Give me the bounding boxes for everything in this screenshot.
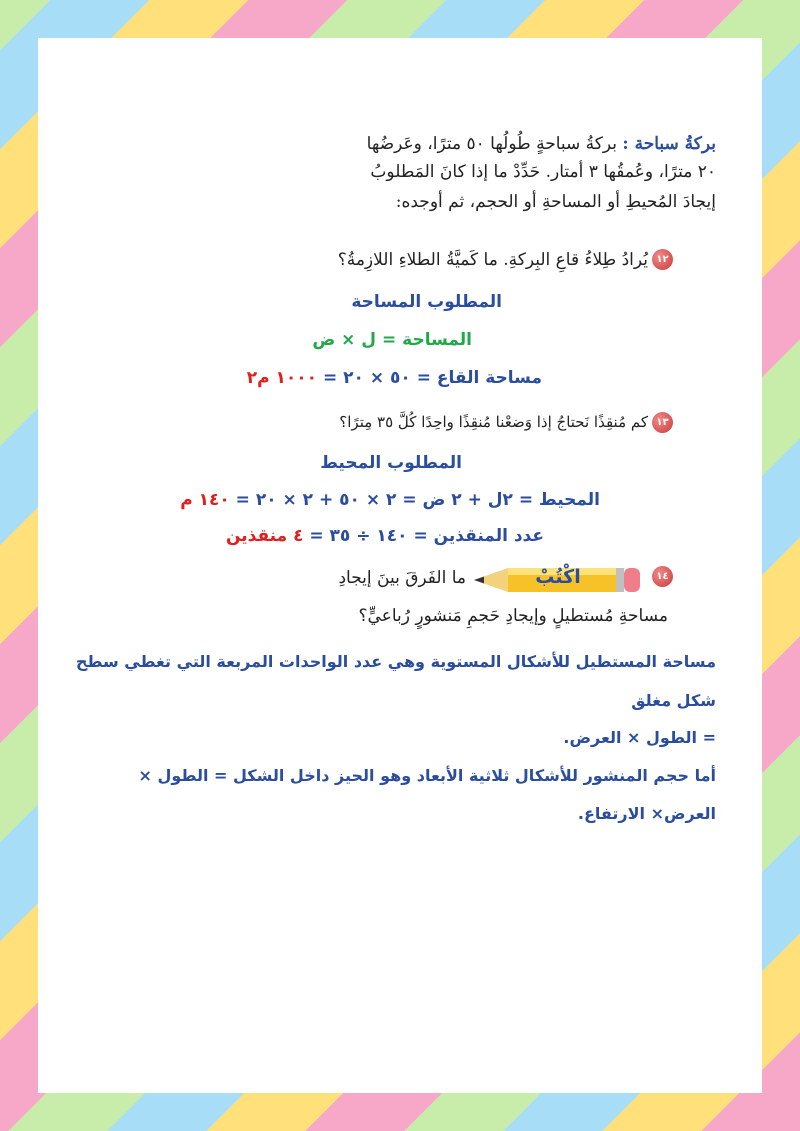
answer-line-3: = الطول × العرض. (563, 728, 716, 747)
answer-line-2: شكل مغلق (631, 691, 716, 710)
q12-calc-label: مساحة القاع = ٥٠ × ٢٠ = (322, 368, 542, 388)
intro-line-2: ٢٠ مترًا، وعُمقُها ٣ أمتار. حَدِّدْ ما إذا كانَ المَطلوبُ (370, 162, 716, 182)
question-13-text: كم مُنقِذًا نَحتاجُ إذا وَضعْنا مُنقِذًا واحِدًا كُلَّ ٣٥ مِترًا؟ (339, 413, 648, 431)
intro-line-1 (136, 134, 716, 154)
intro-line-3: إيجادَ المُحيطِ أو المساحةِ أو الحجم، ثم أوجده: (395, 192, 716, 212)
answer-line-1: مساحة المستطيل للأشكال المستوية وهي عدد الواحدات المربعة التي تغطي سطح (75, 652, 716, 671)
q14-line-2: مساحةِ مُستطيلٍ وإيجادِ حَجمِ مَنشورٍ رُباعيٍّ؟ (358, 606, 668, 626)
q14-line-1: ما الفَرقَ بينَ إيجادِ (338, 568, 466, 588)
q13-perimeter-result: ١٤٠ م (180, 490, 230, 510)
intro-title: بركةُ سباحة : (622, 134, 716, 154)
q12-calc-result: ١٠٠٠ م٢ (246, 368, 318, 388)
question-13-badge: ١٣ (652, 412, 673, 433)
pencil-label: اكْتُبْ (535, 566, 581, 588)
intro-text-1: بركةُ سباحةٍ طُولُها ٥٠ مترًا، وعَرضُها (366, 134, 617, 154)
q13-required: المطلوب المحيط (320, 453, 462, 473)
q13-count (84, 526, 544, 546)
answer-line-4: أما حجم المنشور للأشكال ثلاثية الأبعاد وهو الحيز داخل الشكل = الطول × (138, 766, 716, 785)
worksheet-page (38, 38, 762, 1093)
q13-count-result: ٤ منقذين (225, 526, 304, 546)
q13-count-label: عدد المنقذين = ١٤٠ ÷ ٣٥ = (309, 526, 544, 546)
q13-perimeter-label: المحيط = ٢ل + ٢ ض = ٢ × ٥٠ + ٢ × ٢٠ = (235, 490, 600, 510)
question-12-badge: ١٢ (652, 249, 673, 270)
question-12-text: يُرادُ طِلاءُ قاعِ البِركةِ. ما كَميَّةُ الطلاءِ اللازِمةُ؟ (337, 250, 648, 270)
q12-required: المطلوب المساحة (351, 292, 502, 312)
question-14-badge: ١٤ (652, 566, 673, 587)
q12-calculation (142, 368, 542, 388)
q13-perimeter (80, 490, 600, 510)
answer-line-5: العرض× الارتفاع. (577, 804, 716, 823)
q12-formula: المساحة = ل × ض (312, 330, 472, 350)
